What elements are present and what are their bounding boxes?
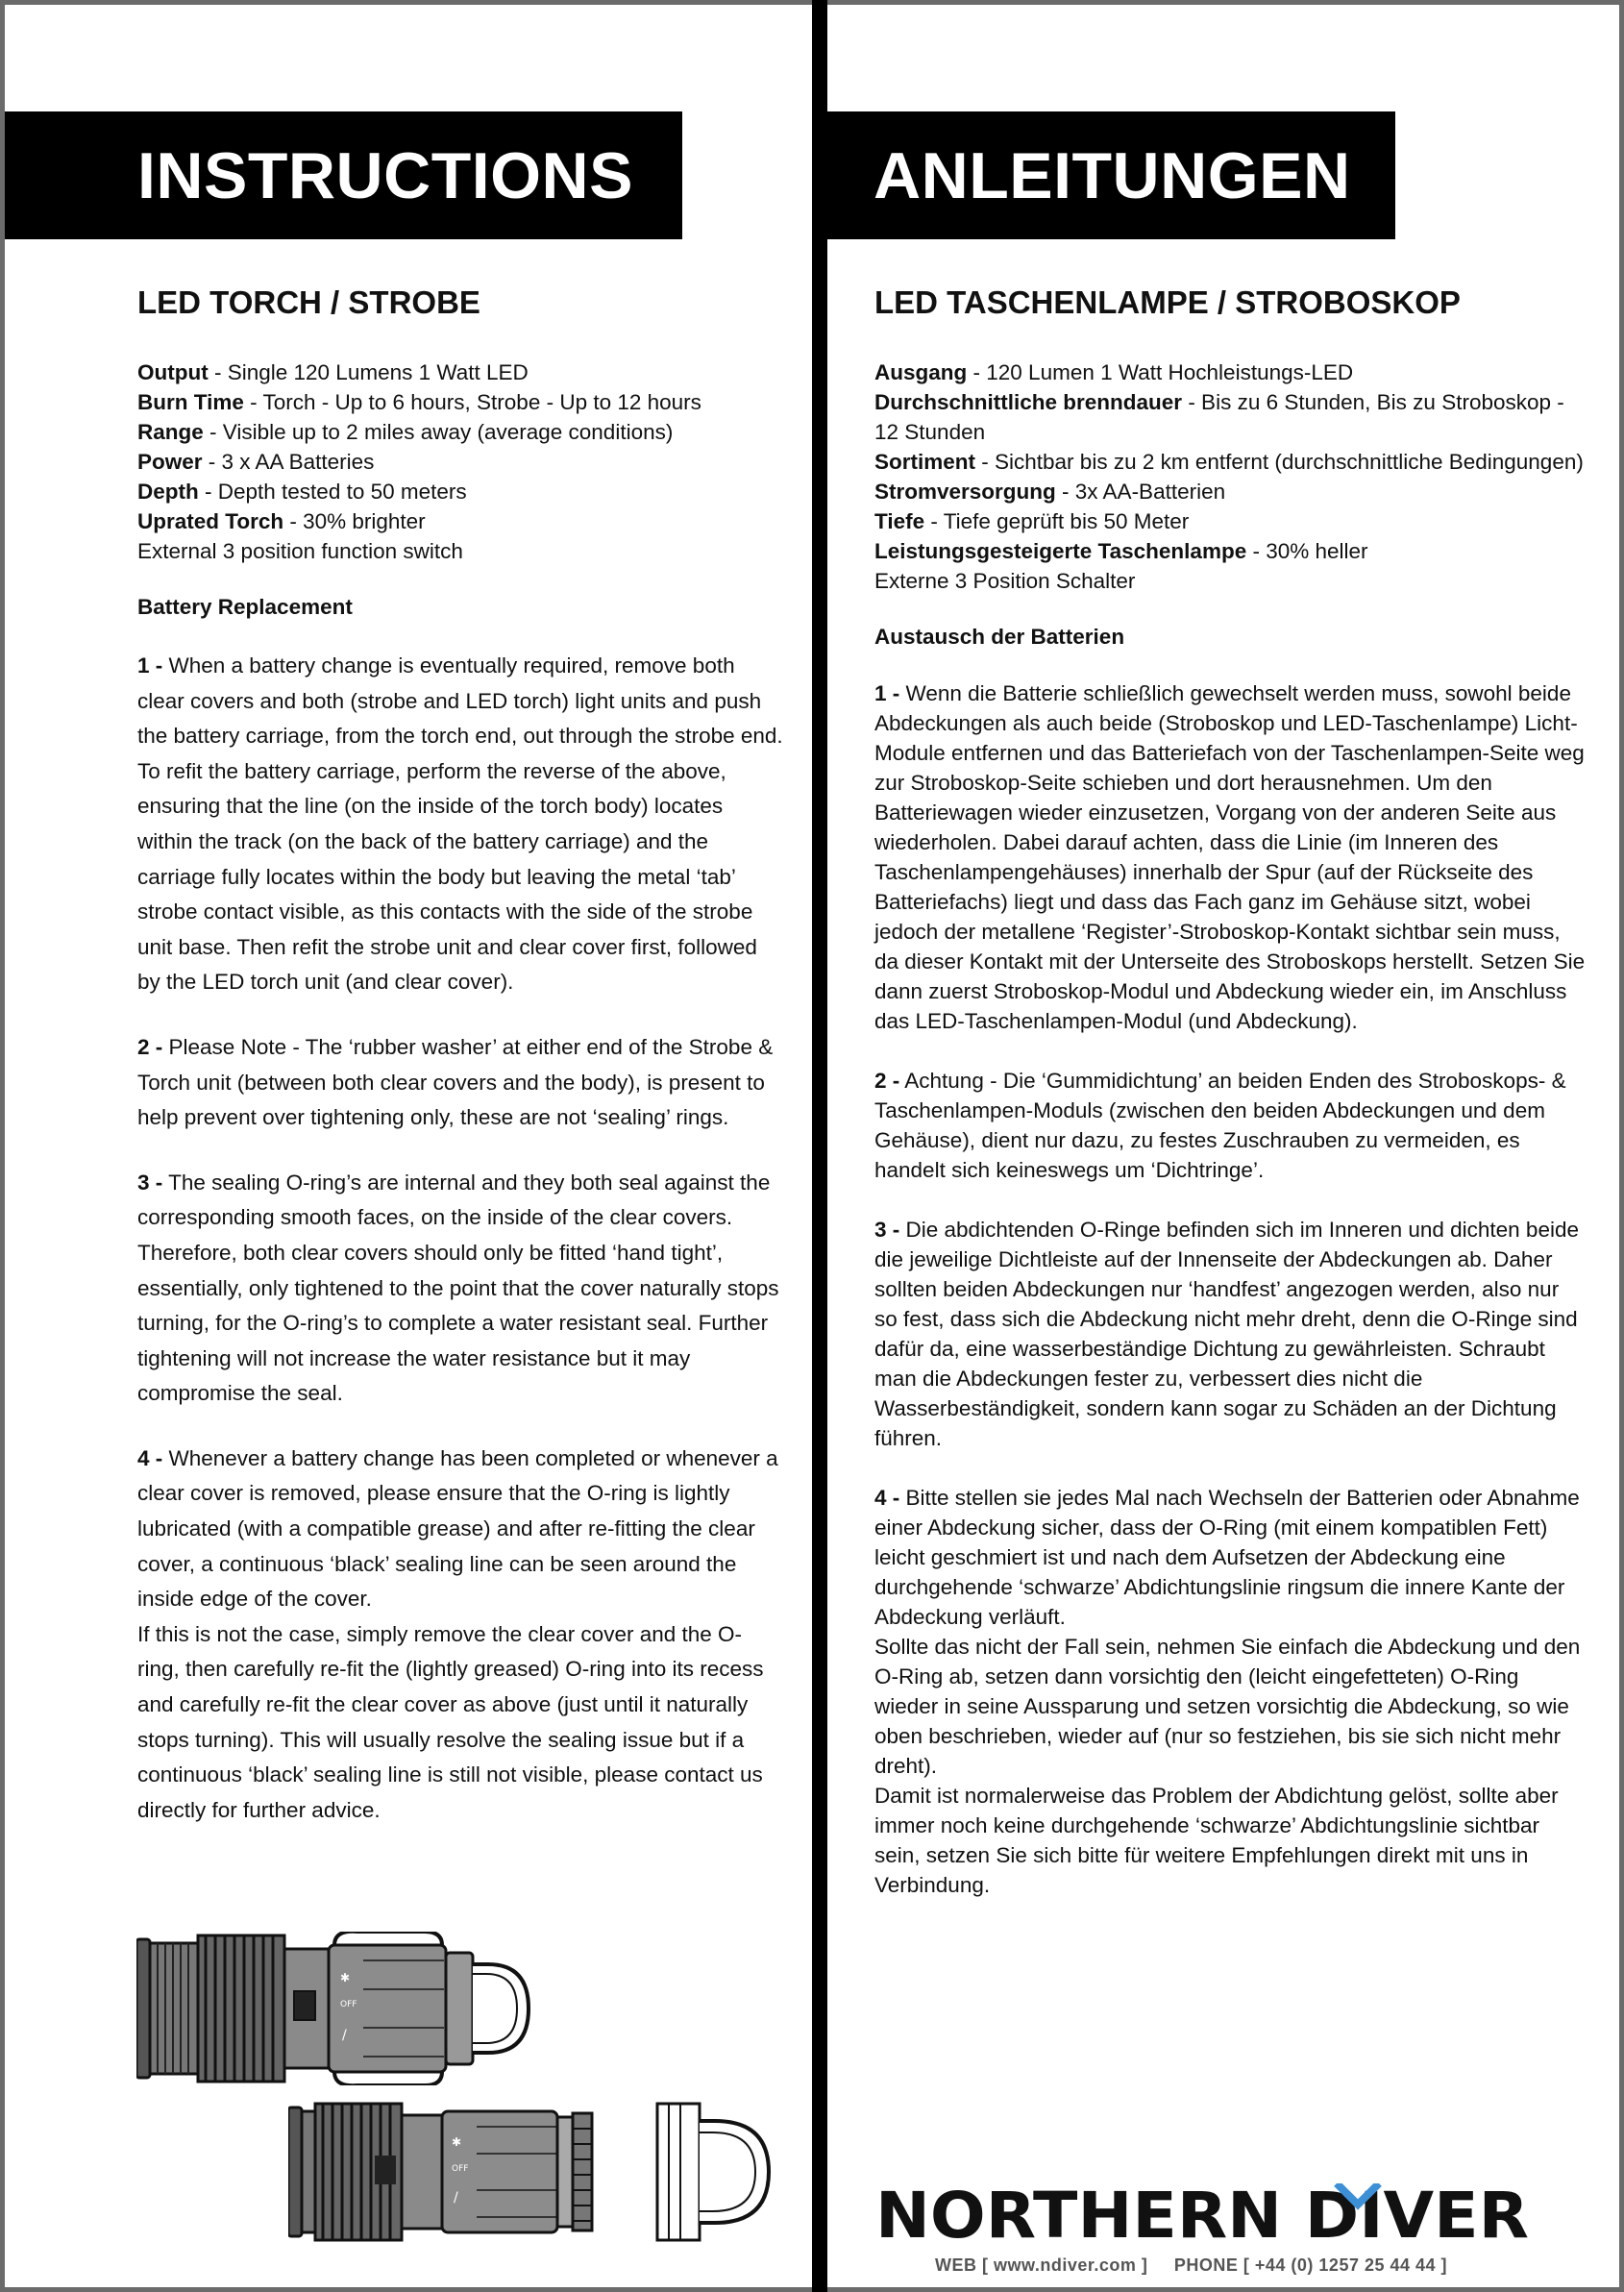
- spec-value: - Bis zu 6 Stunden, Bis zu Stroboskop - 12 Stunden: [874, 390, 1564, 444]
- step-text: Die abdichtenden O-Ringe befinden sich im Inneren und dichten beide die jeweilige Dichtleiste auf der Innenseite der Abdeckungen ab. Daher sollten beiden Abdeckungen nur ‘handfest’ angezogen werden, also nur so fest, dass sich die Abdeckung nicht mehr dreht, denn die O-Ringe sind dafür da, eine wasserbeständige Dichtung zu gewährleisten. Schraubt man die Abdeckungen fester zu, verbessert dies nicht die Wasserbeständigkeit, sondern kann sogar zu Schäden an der Dichtung führen.: [874, 1218, 1579, 1450]
- spec-key: Durchschnittliche brenndauer: [874, 390, 1183, 414]
- spec-value: - Depth tested to 50 meters: [198, 480, 467, 504]
- spec-line: [874, 447, 1586, 477]
- step-number: 4 -: [137, 1445, 163, 1470]
- svg-text:/: /: [342, 2028, 347, 2043]
- web-label: WEB: [935, 2255, 977, 2275]
- spec-key: Ausgang: [874, 360, 968, 384]
- spec-line: [137, 506, 783, 536]
- step-number: 3 -: [874, 1218, 900, 1242]
- spec-key: Sortiment: [874, 450, 976, 474]
- instruction-paragraph: [137, 1442, 783, 1829]
- column-divider: [812, 0, 827, 2292]
- spec-key: Depth: [137, 480, 199, 504]
- step-text: When a battery change is eventually required, remove both clear covers and both (strobe and LED torch) light units and push the battery carriage, from the torch end, out through the strobe end. To refit the battery carriage, perform the reverse of the above, ensuring that the line (on the inside of the torch body) locates within the track (on the back of the battery carriage) and the carriage fully locates within the body but leaving the metal ‘tab’ strobe contact visible, as this contacts with the side of the strobe unit base. Then refit the strobe unit and clear cover first, followed by the LED torch unit (and clear cover).: [137, 653, 783, 995]
- step-text: Achtung - Die ‘Gummidichtung’ an beiden Enden des Stroboskops- & Taschenlampen-Moduls (zwischen den beiden Abdeckungen und dem Gehäuse), dient nur dazu, zu festes Zuschrauben zu vermeiden, es handelt sich keineswegs um ‘Dichtringe’.: [874, 1069, 1566, 1182]
- spec-line: [874, 566, 1586, 596]
- spec-key: Power: [137, 450, 203, 474]
- spec-value: - Sichtbar bis zu 2 km entfernt (durchschnittliche Bedingungen): [975, 450, 1584, 474]
- instruction-paragraph: [137, 649, 783, 1000]
- step-text: Wenn die Batterie schließlich gewechselt werden muss, sowohl beide Abdeckungen als auch beide (Stroboskop und LED-Taschenlampe) Licht-Module entfernen und das Batteriefach von der Taschenlampen-Seite weg zur Stroboskop-Seite schieben und dort herausnehmen. Um den Batteriewagen wieder einzusetzen, Vorgang von der anderen Seite aus wiederholen. Dabei darauf achten, dass die Linie (im Inneren des Taschenlampengehäuses) innerhalb der Spur (auf der Rückseite des Batteriefachs) liegt und dass das Fach ganz im Gehäuse sitzt, wobei jedoch der metallene ‘Register’-Stroboskop-Kontakt sichtbar sein muss, da dieser Kontakt mit der Unterseite des Stroboskops herstellt. Setzen Sie dann zuerst Stroboskop-Modul und Abdeckung wieder ein, im Anschluss das LED-Taschenlampen-Modul (und Abdeckung).: [874, 681, 1586, 1033]
- instructions-banner: INSTRUCTIONS: [5, 111, 682, 239]
- spec-line: [137, 417, 783, 447]
- svg-text:✱: ✱: [340, 1971, 351, 1984]
- instruction-paragraph: [874, 678, 1586, 1036]
- svg-text:OFF: OFF: [452, 2164, 469, 2174]
- spec-key: Leistungsgesteigerte Taschenlampe: [874, 539, 1247, 563]
- step-number: 4 -: [874, 1486, 900, 1510]
- step-number: 2 -: [137, 1034, 163, 1059]
- spec-value: - Visible up to 2 miles away (average conditions): [203, 420, 674, 444]
- svg-text:/: /: [454, 2190, 458, 2206]
- spec-key: Range: [137, 420, 204, 444]
- instruction-paragraph: [874, 1483, 1586, 1900]
- product-title: LED TASCHENLAMPE / STROBOSKOP: [874, 284, 1461, 320]
- english-content: [137, 284, 783, 1858]
- spec-value: - 30% brighter: [283, 509, 426, 533]
- spec-line: [137, 387, 783, 417]
- step-number: 1 -: [874, 681, 900, 705]
- phone-label: PHONE: [1173, 2255, 1239, 2275]
- spec-value: Externe 3 Position Schalter: [874, 569, 1136, 593]
- spec-line: [874, 387, 1586, 447]
- instruction-paragraph: [137, 1030, 783, 1136]
- step-text: The sealing O-ring’s are internal and they both seal against the corresponding smooth faces, on the inside of the clear covers. Therefore, both clear covers should only be fitted ‘hand tight’, essentially, only tightened to the point that the cover naturally stops turning, for the O-ring’s to complete a water resistant seal. Further tightening will not increase the water resistance but it may compromise the seal.: [137, 1170, 779, 1406]
- spec-value: - 3x AA-Batterien: [1055, 480, 1226, 504]
- step-number: 3 -: [137, 1170, 163, 1195]
- product-title: LED TORCH / STROBE: [137, 284, 480, 320]
- step-number: 2 -: [874, 1069, 900, 1093]
- section-heading: Battery Replacement: [137, 595, 353, 619]
- spec-key: Stromversorgung: [874, 480, 1056, 504]
- spec-line: [137, 357, 783, 387]
- anleitungen-banner: ANLEITUNGEN: [827, 111, 1395, 239]
- spec-line: [874, 536, 1586, 566]
- web-link[interactable]: www.ndiver.com: [994, 2255, 1137, 2275]
- step-text-continued: If this is not the case, simply remove the clear cover and the O-ring, then carefully re-fit the (lightly greased) O-ring into its recess and carefully re-fit the clear cover as above (just until it naturally stops turning). This will usually resolve the sealing issue but if a continuous ‘black’ sealing line is still not visible, please contact us directly for further advice.: [137, 1621, 764, 1822]
- step-text: Whenever a battery change has been completed or whenever a clear cover is removed, please ensure that the O-ring is lightly lubricated (with a compatible grease) and after re-fitting the clear cover, a continuous ‘black’ sealing line can be seen around the inside edge of the cover.: [137, 1445, 778, 1612]
- spec-line: [874, 357, 1586, 387]
- step-number: 1 -: [137, 653, 163, 678]
- spec-list: [874, 357, 1586, 596]
- contact-line: WEB [ www.ndiver.com ] PHONE [ +44 (0) 1257 25 44 44 ]: [935, 2255, 1448, 2275]
- torch-exploded-illustration: [288, 2100, 774, 2244]
- svg-text:OFF: OFF: [340, 2000, 357, 2009]
- logo-text: NORTHERN DIVER: [875, 2183, 1529, 2243]
- section-heading: Austausch der Batterien: [874, 625, 1125, 649]
- northern-diver-logo: [875, 2183, 1529, 2243]
- step-text-continued: Sollte das nicht der Fall sein, nehmen Sie einfach die Abdeckung und den O-Ring ab, setzen dann vorsichtig den (leicht eingefetteten) O-Ring wieder in seine Aussparung und setzen vorsichtig die Abdeckung, so wie oben beschrieben, wieder auf (nur so festziehen, bis sie sich nicht mehr dreht).: [874, 1635, 1581, 1778]
- spec-value: - 120 Lumen 1 Watt Hochleistungs-LED: [967, 360, 1354, 384]
- spec-key: Uprated Torch: [137, 509, 284, 533]
- step-text: Please Note - The ‘rubber washer’ at either end of the Strobe & Torch unit (between both clear covers and the body), is present to help prevent over tightening only, these are not ‘sealing’ rings.: [137, 1034, 774, 1130]
- spec-value: - Single 120 Lumens 1 Watt LED: [208, 360, 529, 384]
- german-content: [874, 284, 1586, 1930]
- spec-value: - 30% heller: [1246, 539, 1368, 563]
- spec-key: Output: [137, 360, 209, 384]
- spec-list: [137, 357, 783, 566]
- spec-line: [137, 447, 783, 477]
- spec-value: - Torch - Up to 6 hours, Strobe - Up to 12 hours: [243, 390, 701, 414]
- spec-value: - Tiefe geprüft bis 50 Meter: [924, 509, 1190, 533]
- spec-line: [874, 506, 1586, 536]
- spec-value: - 3 x AA Batteries: [202, 450, 375, 474]
- spec-key: Tiefe: [874, 509, 925, 533]
- spec-line: [874, 477, 1586, 506]
- instruction-paragraph: [874, 1066, 1586, 1185]
- spec-line: [137, 536, 783, 566]
- spec-line: [137, 477, 783, 506]
- spec-value: External 3 position function switch: [137, 539, 463, 563]
- spec-key: Burn Time: [137, 390, 244, 414]
- svg-text:✱: ✱: [452, 2135, 462, 2149]
- torch-assembled-illustration: [136, 1932, 535, 2085]
- step-text: Bitte stellen sie jedes Mal nach Wechseln der Batterien oder Abnahme einer Abdeckung sicher, dass der O-Ring (mit einem kompatiblen Fett) leicht geschmiert ist und nach dem Aufsetzen der Abdeckung eine durchgehende ‘schwarze’ Abdichtungslinie ringsum die innere Kante der Abdeckung verläuft.: [874, 1486, 1580, 1629]
- instruction-paragraph: [874, 1215, 1586, 1453]
- step-text-continued: Damit ist normalerweise das Problem der Abdichtung gelöst, sollte aber immer noch keine durchgehende ‘schwarze’ Abdichtungslinie sichtbar sein, setzen Sie sich bitte für weitere Empfehlungen direkt mit uns in Verbindung.: [874, 1784, 1559, 1897]
- instruction-paragraph: [137, 1166, 783, 1412]
- phone-number: +44 (0) 1257 25 44 44: [1254, 2255, 1437, 2275]
